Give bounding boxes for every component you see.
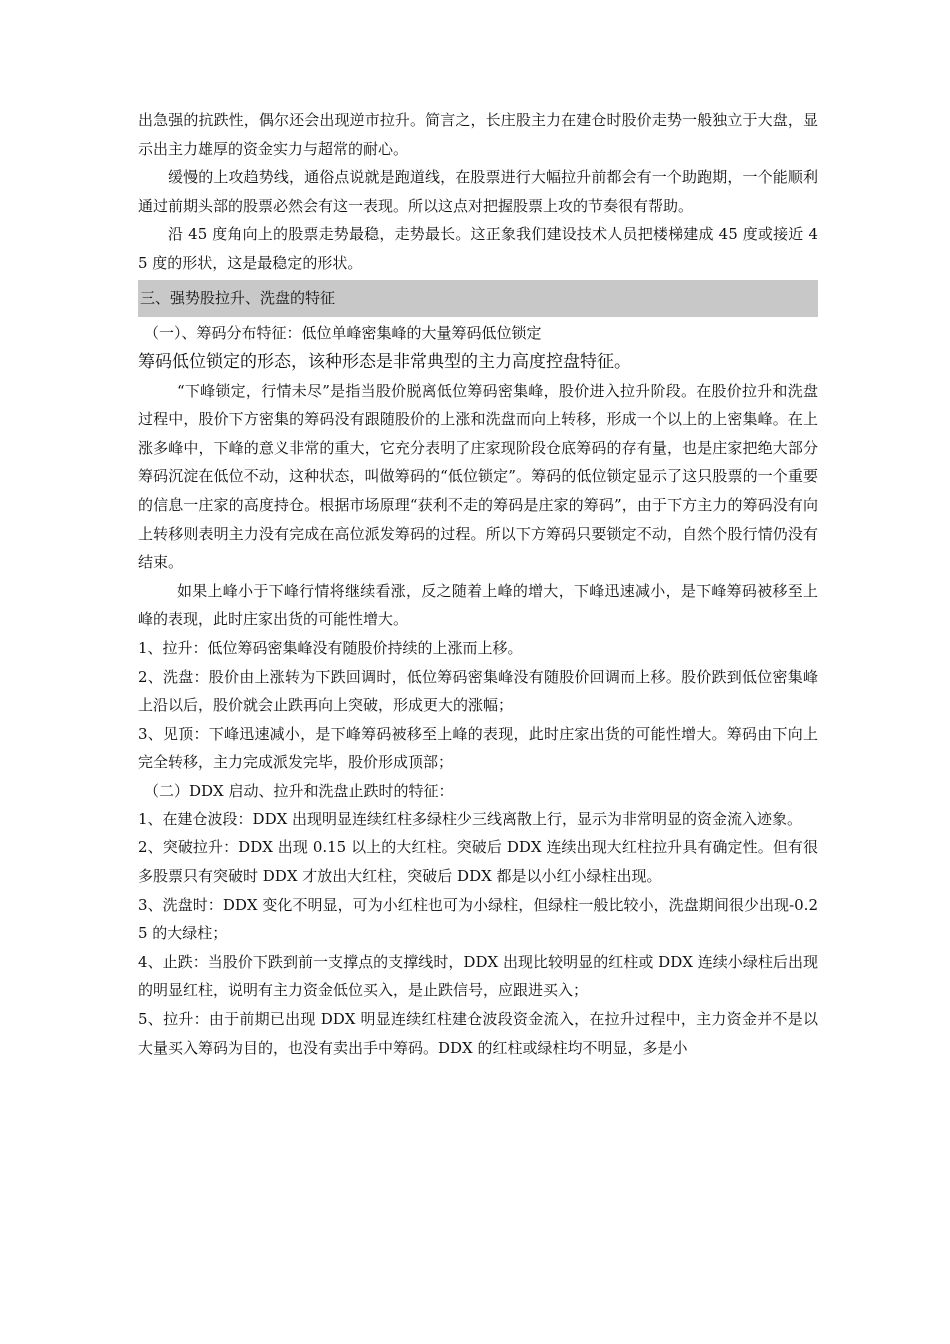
list-item-ddx-rise: 5、拉升：由于前期已出现 DDX 明显连续红柱建仓波段资金流入，在拉升过程中，主力资金并不是以大量买入筹码为目的，也没有卖出手中筹码。DDX 的红柱或绿柱均不明显，多是小 bbox=[138, 1010, 818, 1057]
list-item-ddx-build: 1、在建仓波段：DDX 出现明显连续红柱多绿柱少三线离散上行，显示为非常明显的资金流入迹象。 bbox=[138, 809, 803, 828]
list-item-ddx-stop-fall: 4、止跌：当股价下跌到前一支撑点的支撑线时，DDX 出现比较明显的红柱或 DDX 连续小绿柱后出现的明显红柱，说明有主力资金低位买入，是止跌信号，应跟进买入； bbox=[138, 952, 818, 1000]
paragraph-45-degree: 沿 45 度角向上的股票走势最稳，走势最长。这正象我们建设技术人员把楼梯建成 45 度或接近 45 度的形状，这是最稳定的形状。 bbox=[138, 225, 818, 272]
subheading-chip-distribution: （一）、筹码分布特征：低位单峰密集峰的大量筹码低位锁定 bbox=[144, 323, 542, 342]
list-item-rise: 1、拉升：低位筹码密集峰没有随股价持续的上涨而上移。 bbox=[138, 638, 523, 657]
section-heading: 三、强势股拉升、洗盘的特征 bbox=[138, 280, 818, 317]
paragraph-runway-trendline: 缓慢的上攻趋势线，通俗点说就是跑道线，在股票进行大幅拉升前都会有一个助跑期，一个能顺利通过前期头部的股票必然会有这一表现。所以这点对把握股票上攻的节奏很有帮助。 bbox=[138, 168, 818, 215]
paragraph-lower-peak-lock: “下峰锁定，行情未尽”是指当股价脱离低位筹码密集峰，股价进入拉升阶段。在股价拉升和洗盘过程中，股价下方密集的筹码没有跟随股价的上涨和洗盘而向上转移，形成一个以上的上密集峰。在上涨多峰中，下峰的意义非常的重大，它充分表明了庄家现阶段仓底筹码的存有量，也是庄家把绝大部分筹码沉淀在低位不动，这种状态，叫做筹码的“低位锁定”。筹码的低位锁定显示了这只股票的一个重要的信息一庄家的高度持仓。根据市场原理“获利不走的筹码是庄家的筹码”，由于下方主力的筹码没有向上转移则表明主力没有完成在高位派发筹码的过程。所以下方筹码只要锁定不动，自然个股行情仍没有结束。 bbox=[138, 381, 818, 572]
list-item-top: 3、见顶：下峰迅速减小，是下峰筹码被移至上峰的表现，此时庄家出货的可能性增大。筹码由下向上完全转移，主力完成派发完毕，股价形成顶部； bbox=[138, 724, 818, 772]
document-body bbox=[138, 106, 818, 1062]
lead-line-low-lock: 筹码低位锁定的形态，该种形态是非常典型的主力高度控盘特征。 bbox=[138, 351, 631, 372]
list-item-wash: 2、洗盘：股价由上涨转为下跌回调时，低位筹码密集峰没有随股价回调而上移。股价跌到低位密集峰上沿以后，股价就会止跌再向上突破，形成更大的涨幅； bbox=[138, 667, 818, 715]
list-item-ddx-breakout: 2、突破拉升：DDX 出现 0.15 以上的大红柱。突破后 DDX 连续出现大红柱拉升具有确定性。但有很多股票只有突破时 DDX 才放出大红柱，突破后 DDX 都是以小红小绿柱出现。 bbox=[138, 838, 818, 886]
paragraph-resilience: 出急强的抗跌性，偶尔还会出现逆市拉升。简言之，长庄股主力在建仓时股价走势一般独立于大盘，显示出主力雄厚的资金实力与超常的耐心。 bbox=[138, 111, 818, 158]
subheading-ddx: （二）DDX 启动、拉升和洗盘止跌时的特征： bbox=[144, 781, 454, 800]
list-item-ddx-wash: 3、洗盘时：DDX 变化不明显，可为小红柱也可为小绿柱，但绿柱一般比较小，洗盘期间很少出现-0.25 的大绿柱； bbox=[138, 895, 818, 943]
paragraph-upper-peak: 如果上峰小于下峰行情将继续看涨，反之随着上峰的增大，下峰迅速减小，是下峰筹码被移至上峰的表现，此时庄家出货的可能性增大。 bbox=[138, 581, 818, 629]
